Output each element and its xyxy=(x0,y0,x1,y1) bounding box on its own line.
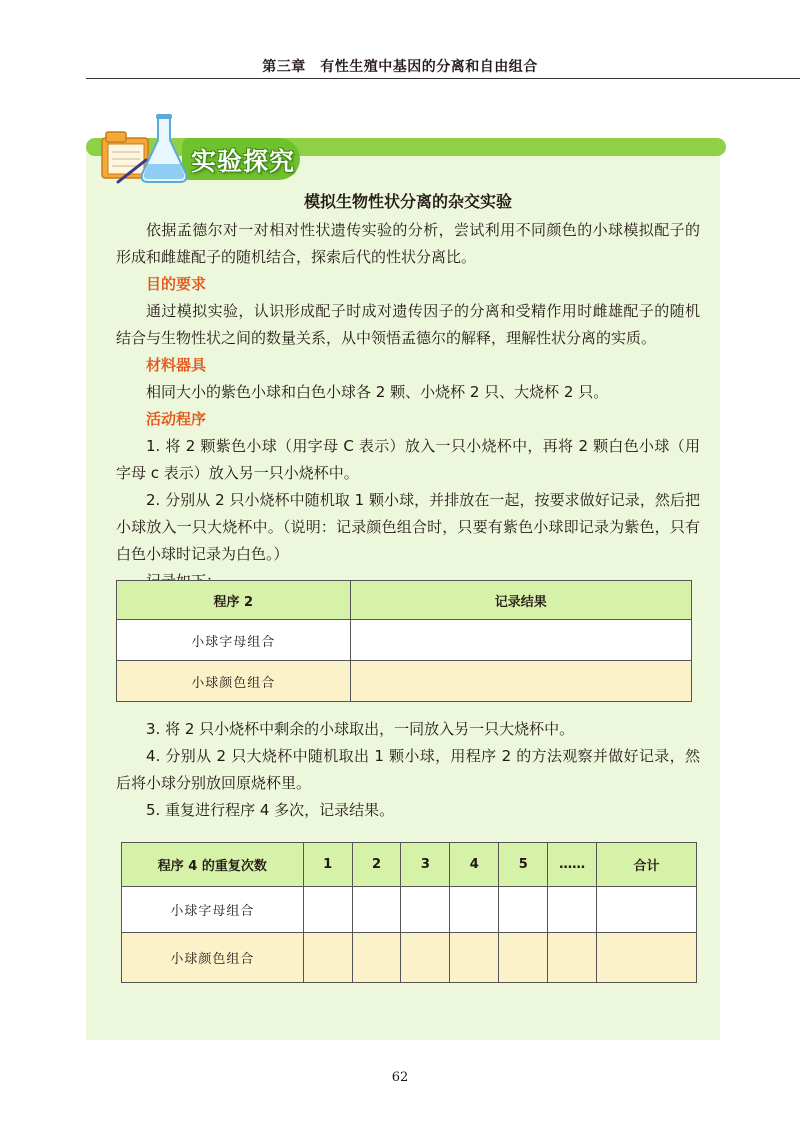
table1-row-color-label: 小球颜色组合 xyxy=(117,661,351,702)
table2-cell[interactable] xyxy=(352,887,401,933)
table2-row-color-label: 小球颜色组合 xyxy=(122,933,304,983)
running-head: 第三章 有性生殖中基因的分离和自由组合 xyxy=(262,59,538,75)
table2-header-4: 4 xyxy=(450,843,499,887)
flask-and-folder-icon xyxy=(96,112,196,192)
table2-header-repeat: 程序 4 的重复次数 xyxy=(122,843,304,887)
materials-heading: 材料器具 xyxy=(146,356,207,374)
step-2: 2. 分别从 2 只小烧杯中随机取 1 颗小球，并排放在一起，按要求做好记录，然后把小球放入一只大烧杯中。（说明：记录颜色组合时，只要有紫色小球即记录为紫色，只有白色小球时记录为白色。） xyxy=(116,491,700,563)
goal-heading: 目的要求 xyxy=(146,275,207,293)
table2-cell[interactable] xyxy=(450,933,499,983)
step-5: 5. 重复进行程序 4 多次，记录结果。 xyxy=(146,801,395,819)
banner-title: 实验探究 xyxy=(191,147,296,176)
record-table-step4 xyxy=(121,842,697,983)
experiment-title: 模拟生物性状分离的杂交实验 xyxy=(303,192,512,211)
table2-cell[interactable] xyxy=(499,887,548,933)
table2-cell[interactable] xyxy=(499,933,548,983)
intro-paragraph: 依据孟德尔对一对相对性状遗传实验的分析，尝试利用不同颜色的小球模拟配子的形成和雌雄配子的随机结合，探索后代的性状分离比。 xyxy=(116,221,700,266)
table1-row-letter-value[interactable] xyxy=(350,620,691,661)
procedure-heading: 活动程序 xyxy=(146,410,207,428)
table2-cell[interactable] xyxy=(303,933,352,983)
table2-header-total: 合计 xyxy=(597,843,697,887)
table1-header-result: 记录结果 xyxy=(350,581,691,620)
experiment-content xyxy=(116,188,700,595)
table2-cell[interactable] xyxy=(450,887,499,933)
table1-header-step: 程序 2 xyxy=(117,581,351,620)
table1-row-color-value[interactable] xyxy=(350,661,691,702)
table1-row-letter-label: 小球字母组合 xyxy=(117,620,351,661)
step-4: 4. 分别从 2 只大烧杯中随机取出 1 颗小球，用程序 2 的方法观察并做好记录，然后将小球分别放回原烧杯里。 xyxy=(116,747,700,792)
table2-header-2: 2 xyxy=(352,843,401,887)
step-1: 1. 将 2 颗紫色小球（用字母 C 表示）放入一只小烧杯中，再将 2 颗白色小球（用字母 c 表示）放入另一只小烧杯中。 xyxy=(116,437,700,482)
goal-paragraph: 通过模拟实验，认识形成配子时成对遗传因子的分离和受精作用时雌雄配子的随机结合与生物性状之间的数量关系，从中领悟孟德尔的解释，理解性状分离的实质。 xyxy=(116,302,700,347)
page-number: 62 xyxy=(391,1070,409,1085)
procedure-continued xyxy=(116,716,700,824)
materials-paragraph: 相同大小的紫色小球和白色小球各 2 颗、小烧杯 2 只、大烧杯 2 只。 xyxy=(146,383,609,401)
table2-cell[interactable] xyxy=(352,933,401,983)
table2-row-letter-label: 小球字母组合 xyxy=(122,887,304,933)
table2-cell[interactable] xyxy=(548,887,597,933)
header-rule xyxy=(86,78,800,79)
table2-cell[interactable] xyxy=(597,933,697,983)
table2-cell[interactable] xyxy=(597,887,697,933)
table2-header-5: 5 xyxy=(499,843,548,887)
step-3: 3. 将 2 只小烧杯中剩余的小球取出，一同放入另一只大烧杯中。 xyxy=(146,720,575,738)
table2-cell[interactable] xyxy=(401,933,450,983)
record-table-step2 xyxy=(116,580,692,702)
table2-header-ellipsis: …… xyxy=(548,843,597,887)
table2-cell[interactable] xyxy=(401,887,450,933)
table2-header-1: 1 xyxy=(303,843,352,887)
table2-header-3: 3 xyxy=(401,843,450,887)
table2-cell[interactable] xyxy=(303,887,352,933)
table2-cell[interactable] xyxy=(548,933,597,983)
